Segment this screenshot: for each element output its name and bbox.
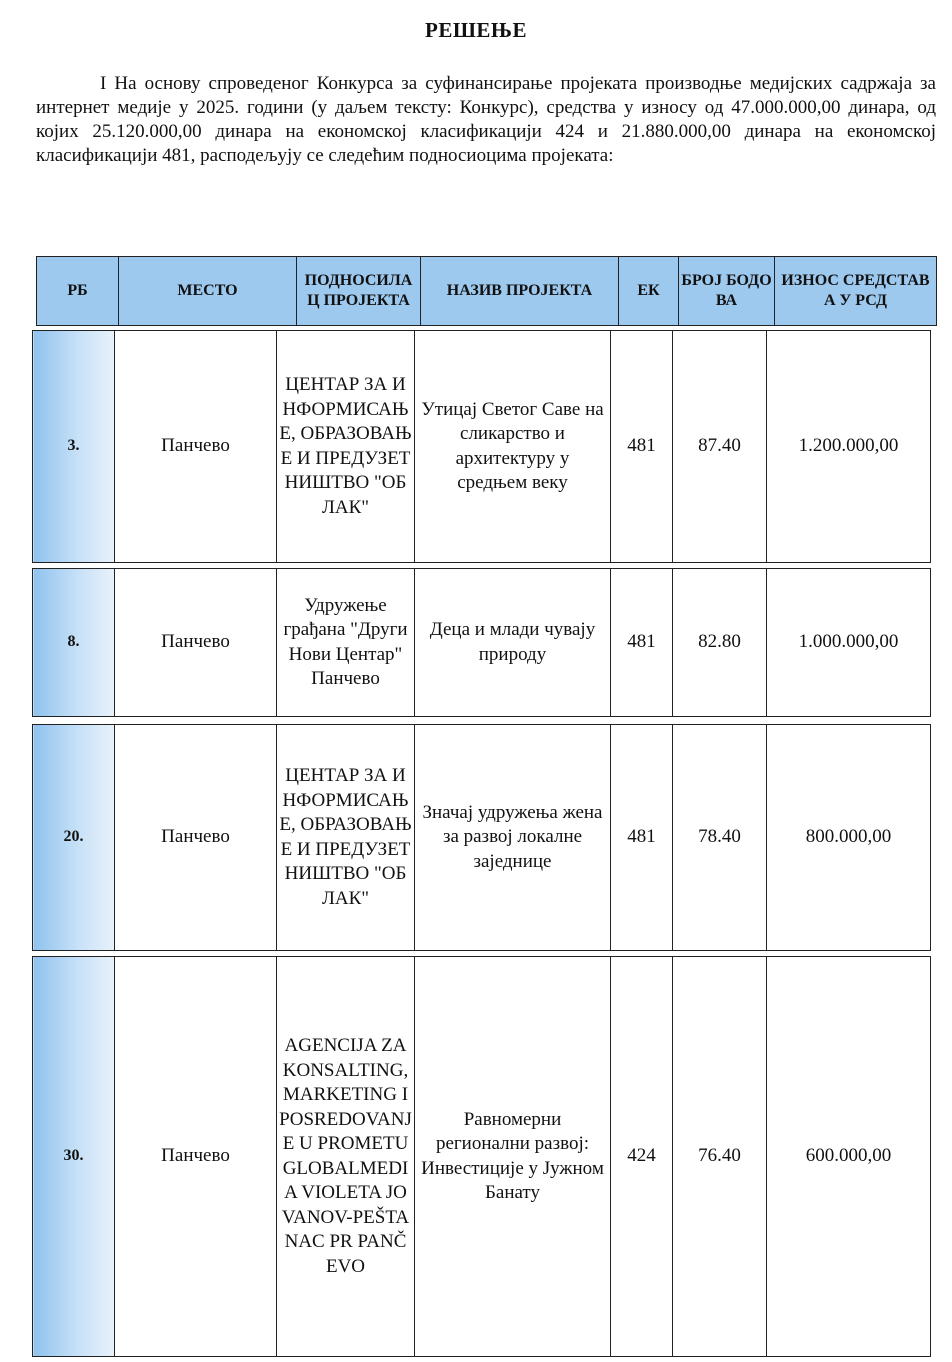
header-bodovi: БРОЈ БОДОВА (679, 257, 775, 326)
header-ek: ЕК (619, 257, 679, 326)
cell-iznos: 800.000,00 (767, 725, 931, 951)
cell-podnosilac: ЦЕНТАР ЗА ИНФОРМИСАЊЕ, ОБРАЗОВАЊЕ И ПРЕДУЗЕТНИШТВО "ОБЛАК" (277, 331, 415, 563)
cell-mesto: Панчево (115, 957, 277, 1357)
header-podnosilac: ПОДНОСИЛАЦ ПРОЈЕКТА (297, 257, 421, 326)
cell-mesto: Панчево (115, 725, 277, 951)
cell-podnosilac: Удружење грађана "Други Нови Центар" Панчево (277, 569, 415, 717)
header-rb: РБ (37, 257, 119, 326)
header-iznos: ИЗНОС СРЕДСТАВА У РСД (775, 257, 937, 326)
cell-ek: 481 (611, 725, 673, 951)
cell-naziv: Равномерни регионални развој: Инвестиције у Јужном Банату (415, 957, 611, 1357)
cell-rb: 8. (33, 569, 115, 717)
cell-bodovi: 82.80 (673, 569, 767, 717)
cell-naziv: Значај удружења жена за развој локалне заједнице (415, 725, 611, 951)
cell-naziv: Утицај Светог Саве на сликарство и архитектуру у средњем веку (415, 331, 611, 563)
table-row (32, 568, 931, 717)
cell-podnosilac: ЦЕНТАР ЗА ИНФОРМИСАЊЕ, ОБРАЗОВАЊЕ И ПРЕДУЗЕТНИШТВО "ОБЛАК" (277, 725, 415, 951)
cell-iznos: 1.200.000,00 (767, 331, 931, 563)
cell-ek: 424 (611, 957, 673, 1357)
cell-bodovi: 76.40 (673, 957, 767, 1357)
document-title: РЕШЕЊЕ (425, 18, 527, 42)
cell-rb: 20. (33, 725, 115, 951)
cell-mesto: Панчево (115, 331, 277, 563)
intro-paragraph: I На основу спроведеног Конкурса за суфинансирање пројеката производње медијских садржаја за интернет медије у 2025. години (у даљем тексту: Конкурс), средства у износу од 47.000.000,00 динара, од којих 25.120.000,00 динара на економској класификацији 424 и 21.880.000,00 динара на економској класификацији 481, расподељују се следећим подносиоцима пројеката: (36, 73, 936, 166)
cell-iznos: 1.000.000,00 (767, 569, 931, 717)
header-naziv: НАЗИВ ПРОЈЕКТА (421, 257, 619, 326)
cell-naziv: Деца и млади чувају природу (415, 569, 611, 717)
cell-mesto: Панчево (115, 569, 277, 717)
table-row (32, 330, 931, 563)
cell-bodovi: 78.40 (673, 725, 767, 951)
cell-podnosilac: AGENCIJA ZA KONSALTING, MARKETING I POSREDOVANJE U PROMETU GLOBALMEDIA VIOLETA JOVANOV-PEŠTANAC PR PANČEVO (277, 957, 415, 1357)
cell-ek: 481 (611, 569, 673, 717)
cell-bodovi: 87.40 (673, 331, 767, 563)
cell-iznos: 600.000,00 (767, 957, 931, 1357)
header-mesto: МЕСТО (119, 257, 297, 326)
table-row (32, 724, 931, 951)
cell-rb: 3. (33, 331, 115, 563)
cell-rb: 30. (33, 957, 115, 1357)
table-header (36, 256, 937, 326)
intro-text (36, 72, 936, 168)
table-row (32, 956, 931, 1357)
cell-ek: 481 (611, 331, 673, 563)
